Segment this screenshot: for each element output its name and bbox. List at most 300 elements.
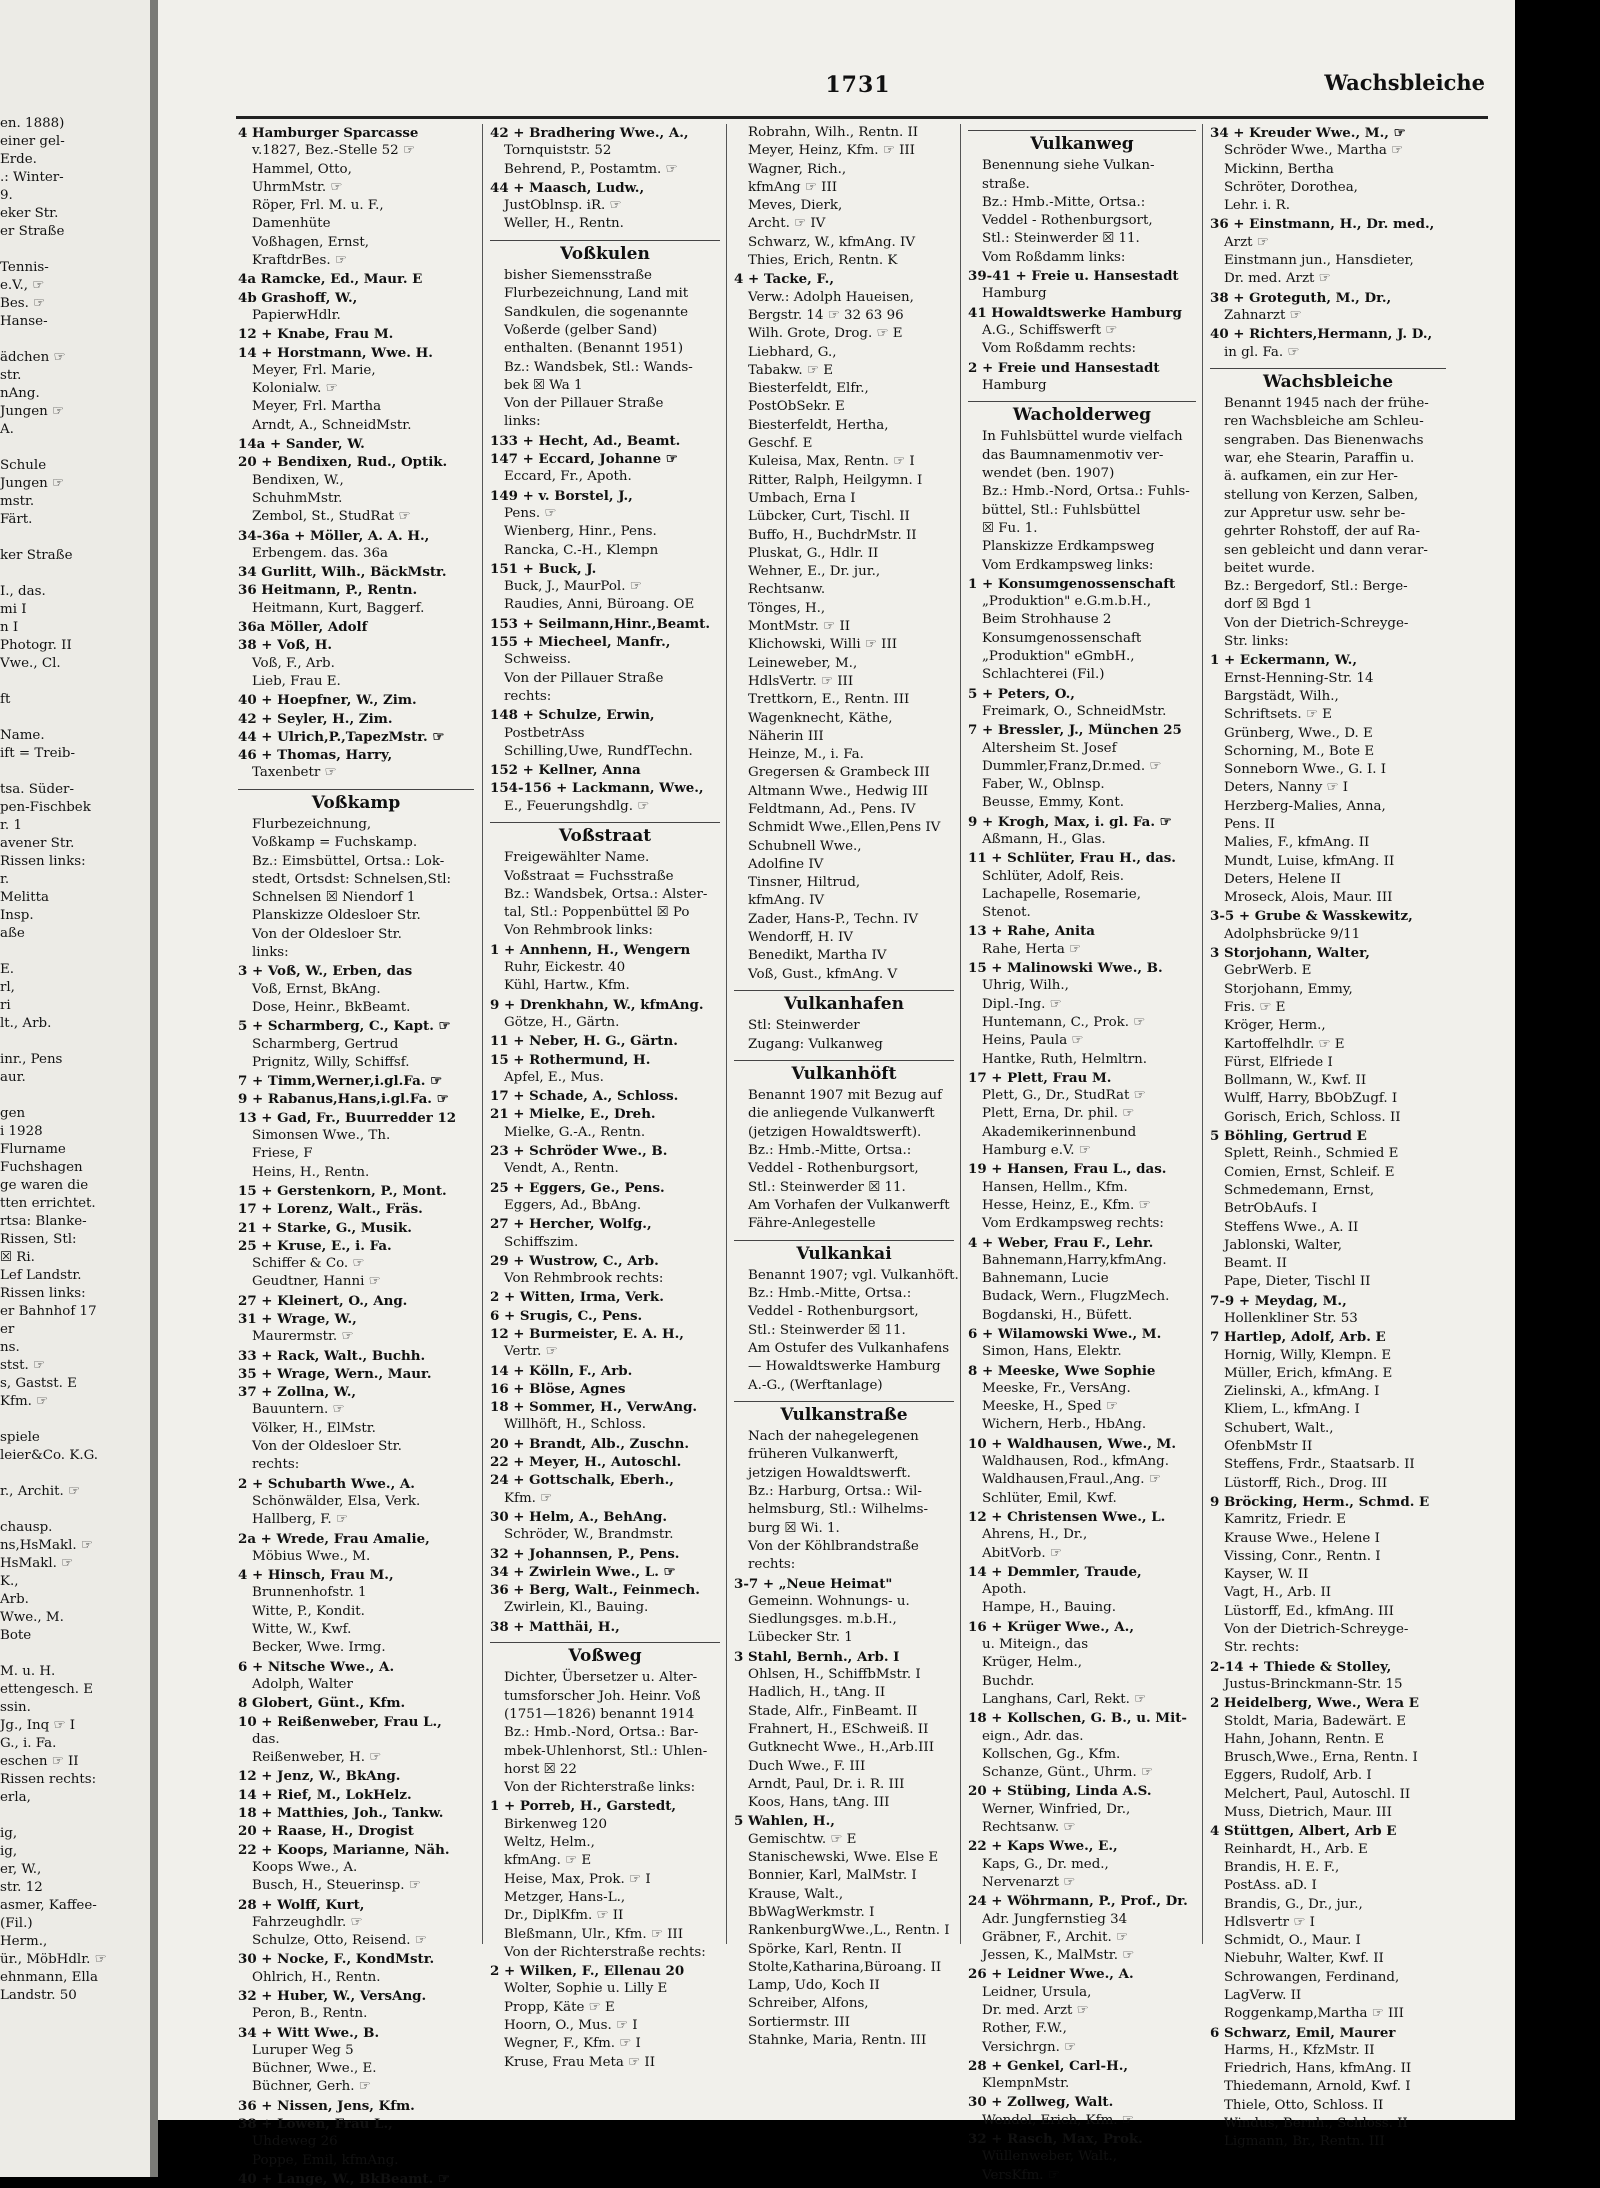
directory-entry: 17 + Schade, A., Schloss. (490, 1088, 679, 1105)
directory-entry: Bz.: Harburg, Ortsa.: Wil- (748, 1484, 922, 1500)
left-fragment-line: er, W., (0, 1862, 42, 1877)
directory-entry: Frahnert, H., ESchweiß. II (748, 1721, 929, 1737)
directory-entry: helmsburg, Stl.: Wilhelms- (748, 1502, 928, 1518)
directory-entry: Brusch,Wwe., Erna, Rentn. I (1224, 1750, 1418, 1766)
left-fragment-line: ri (0, 998, 11, 1013)
directory-entry: Raudies, Anni, Büroang. OE (504, 597, 695, 613)
directory-entry: Taxenbetr ☞ (252, 765, 337, 781)
directory-entry: rechts: (748, 1557, 796, 1573)
left-fragment-line: .: Winter- (0, 170, 64, 185)
directory-entry: 1 + Porreb, H., Garstedt, (490, 1798, 677, 1815)
directory-entry: Schmidt, O., Maur. I (1224, 1933, 1361, 1949)
directory-entry: Meeske, H., Sped ☞ (982, 1399, 1118, 1415)
directory-entry: 34-36a + Möller, A. A. H., (238, 527, 430, 544)
directory-entry: Heinze, M., i. Fa. (748, 747, 864, 763)
directory-entry: 4 Stüttgen, Albert, Arb E (1210, 1823, 1397, 1840)
directory-entry: Bz.: Wandsbek, Stl.: Wands- (504, 359, 693, 375)
directory-entry: 6 Schwarz, Emil, Maurer (1210, 2024, 1396, 2041)
directory-entry: die anliegende Vulkanwerft (748, 1106, 935, 1122)
directory-entry: 12 + Jenz, W., BkAng. (238, 1768, 401, 1785)
directory-entry: 4b Grashoff, W., (238, 289, 358, 306)
directory-entry: Siedlungsges. m.b.H., (748, 1612, 897, 1628)
directory-entry: Dipl.-Ing. ☞ (982, 996, 1062, 1012)
directory-entry: Schmidt Wwe.,Ellen,Pens IV (748, 820, 941, 836)
column-2 (490, 124, 720, 2072)
directory-entry: 2 + Wilken, F., Ellenau 20 (490, 1963, 685, 1980)
directory-entry: burg ☒ Wi. 1. (748, 1520, 840, 1536)
left-fragment-line: ädchen ☞ (0, 350, 66, 365)
directory-entry: Büchner, Gerh. ☞ (252, 2079, 371, 2095)
directory-entry: Uhdeweg 26 (252, 2134, 338, 2150)
directory-entry: Wendorff, H. IV (748, 930, 853, 946)
directory-entry: Melchert, Paul, Autoschl. II (1224, 1786, 1411, 1802)
directory-entry: 2 + Freie und Hansestadt (968, 359, 1160, 376)
directory-entry: zur Appretur usw. sehr be- (1224, 505, 1406, 521)
directory-entry: Eggers, Rudolf, Arb. I (1224, 1768, 1372, 1784)
directory-entry: Jessen, K., MalMstr. ☞ (982, 1948, 1135, 1964)
left-fragment-line: Flurname (0, 1142, 66, 1157)
left-fragment-line: Vwe., Cl. (0, 656, 61, 671)
directory-entry: stedt, Ortsdst: Schnelsen,Stl: (252, 871, 452, 887)
directory-entry: Faber, W., Oblnsp. (982, 777, 1105, 793)
directory-entry: Biesterfeldt, Elfr., (748, 381, 869, 397)
directory-entry: links: (504, 414, 541, 430)
directory-entry: Meyer, Frl. Marie, (252, 362, 376, 378)
directory-entry: Damenhüte (252, 216, 331, 232)
directory-entry: Kolonialw. ☞ (252, 381, 338, 397)
left-fragment-line: s, Gastst. E (0, 1376, 77, 1391)
left-fragment-line: aße (0, 926, 25, 941)
directory-entry: SchuhmMstr. (252, 490, 343, 506)
directory-entry: Kartoffelhdlr. ☞ E (1224, 1036, 1345, 1052)
directory-entry: Weller, H., Rentn. (504, 216, 624, 232)
directory-entry: Vissing, Conr., Rentn. I (1224, 1548, 1381, 1564)
directory-entry: Dose, Heinr., BkBeamt. (252, 999, 411, 1015)
directory-entry: Sandkulen, die sogenannte (504, 304, 689, 320)
directory-entry: Stl.: Steinwerder ☒ 11. (982, 231, 1140, 247)
directory-entry: Poppe, Emil, kfmAng. (252, 2152, 399, 2168)
directory-entry: sen gebleicht und dann verar- (1224, 542, 1428, 558)
directory-entry: Arndt, Paul, Dr. i. R. III (748, 1776, 905, 1792)
directory-entry: Kaps, G., Dr. med., (982, 1856, 1109, 1872)
directory-entry: VersKfm. ☞ (982, 2167, 1060, 2183)
directory-entry: Akademikerinnenbund (982, 1124, 1137, 1140)
directory-entry: 5 Wahlen, H., (734, 1813, 835, 1830)
directory-entry: Duch Wwe., F. III (748, 1758, 866, 1774)
directory-entry: GebrWerb. E (1224, 963, 1312, 979)
left-fragment-line: er (0, 1322, 15, 1337)
directory-entry: Langhans, Carl, Rekt. ☞ (982, 1691, 1147, 1707)
directory-entry: 14 + Rief, M., LokHelz. (238, 1786, 412, 1803)
directory-entry: Bz.: Hmb.-Mitte, Ortsa.: (982, 194, 1146, 210)
directory-entry: 42 + Seyler, H., Zim. (238, 710, 393, 727)
left-fragment-line (0, 943, 150, 961)
directory-entry: 46 + Thomas, Harry, (238, 747, 393, 764)
directory-entry: KraftdrBes. ☞ (252, 253, 347, 269)
directory-entry: 5 Böhling, Gertrud E (1210, 1128, 1367, 1145)
directory-entry: 36a Möller, Adolf (238, 619, 368, 636)
directory-entry: Scharmberg, Gertrud (252, 1036, 399, 1052)
left-fragment-line (0, 439, 150, 457)
directory-entry: Schlüter, Adolf, Reis. (982, 868, 1124, 884)
directory-entry: 19 + Hansen, Frau L., das. (968, 1161, 1167, 1178)
directory-entry: Rechtsanw. (748, 582, 826, 598)
directory-entry: (1751—1826) benannt 1914 (504, 1706, 695, 1722)
directory-entry: war, ehe Stearin, Paraffin u. (1224, 451, 1415, 467)
directory-entry: Wagenknecht, Käthe, (748, 710, 893, 726)
directory-entry: Witte, P., Kondit. (252, 1603, 365, 1619)
directory-entry: 39-41 + Freie u. Hansestadt (968, 268, 1179, 285)
directory-entry: Am Vorhafen der Vulkanwerft (748, 1197, 950, 1213)
directory-entry: 41 Howaldtswerke Hamburg (968, 304, 1182, 321)
directory-entry: horst ☒ 22 (504, 1761, 577, 1777)
directory-entry: Deters, Helene II (1224, 871, 1341, 887)
street-heading: Vulkanstraße (734, 1401, 954, 1424)
directory-entry: E., Feuerungshdlg. ☞ (504, 798, 650, 814)
directory-entry: 155 + Miecheel, Manfr., (490, 634, 671, 651)
directory-entry: Bz.: Bergedorf, Stl.: Berge- (1224, 579, 1408, 595)
directory-entry: LagVerw. II (1224, 1987, 1302, 2003)
directory-entry: 15 + Malinowski Wwe., B. (968, 960, 1163, 977)
directory-entry: Lüstorff, Ed., kfmAng. III (1224, 1603, 1394, 1619)
directory-entry: Dummler,Franz,Dr.med. ☞ (982, 758, 1162, 774)
directory-entry: Waldhausen, Rod., kfmAng. (982, 1454, 1169, 1470)
directory-entry: Sortiermstr. III (748, 2014, 850, 2030)
directory-entry: Planskizze Erdkampsweg (982, 539, 1155, 555)
directory-entry: 148 + Schulze, Erwin, (490, 707, 655, 724)
directory-entry: 22 + Kaps Wwe., E., (968, 1838, 1118, 1855)
directory-entry: Thiele, Otto, Schloss. II (1224, 2097, 1384, 2113)
directory-entry: Mielke, G.-A., Rentn. (504, 1124, 646, 1140)
left-fragment-line: eker Str. (0, 206, 59, 221)
directory-entry: Heins, Paula ☞ (982, 1033, 1084, 1049)
directory-entry: Zwirlein, Kl., Bauing. (504, 1600, 649, 1616)
left-fragment-line (0, 673, 150, 691)
left-fragment-line (0, 241, 150, 259)
directory-entry: Dichter, Übersetzer u. Alter- (504, 1670, 698, 1686)
directory-entry: Archt. ☞ IV (748, 216, 826, 232)
left-fragment-line: leier&Co. K.G. (0, 1448, 99, 1463)
left-fragment-line: mstr. (0, 494, 35, 509)
directory-entry: 17 + Lorenz, Walt., Fräs. (238, 1201, 423, 1218)
directory-entry: Von der Richterstraße rechts: (504, 1944, 706, 1960)
directory-entry: Ohlsen, H., SchiffbMstr. I (748, 1667, 921, 1683)
directory-entry: Von Rehmbrook links: (504, 923, 653, 939)
left-fragment-line: rtsa: Blanke- (0, 1214, 87, 1229)
directory-entry: Schmedemann, Ernst, (1224, 1182, 1375, 1198)
left-fragment-line: tten errichtet. (0, 1196, 96, 1211)
directory-entry: Voßhagen, Ernst, (252, 234, 369, 250)
directory-entry: 20 + Brandt, Alb., Zuschn. (490, 1435, 689, 1452)
directory-entry: Bahnemann,Harry,kfmAng. (982, 1252, 1167, 1268)
left-fragment-line: Arb. (0, 1592, 29, 1607)
directory-entry: Ohlrich, H., Rentn. (252, 1969, 381, 1985)
directory-entry: 22 + Meyer, H., Autoschl. (490, 1454, 682, 1471)
directory-entry: Erbengem. das. 36a (252, 545, 388, 561)
directory-entry: Von der Dietrich-Schreyge- (1224, 1622, 1409, 1638)
directory-entry: Behrend, P., Postamtm. ☞ (504, 161, 678, 177)
directory-entry: Bonnier, Karl, MalMstr. I (748, 1868, 917, 1884)
directory-entry: 2-14 + Thiede & Stolley, (1210, 1658, 1392, 1675)
directory-entry: Am Ostufer des Vulkanhafens (748, 1341, 950, 1356)
directory-entry: Schwarz, W., kfmAng. IV (748, 234, 916, 250)
directory-entry: 21 + Starke, G., Musik. (238, 1219, 412, 1236)
directory-entry: 6 + Srugis, C., Pens. (490, 1307, 643, 1324)
directory-entry: mbek-Uhlenhorst, Stl.: Uhlen- (504, 1743, 708, 1759)
directory-entry: Deters, Nanny ☞ I (1224, 780, 1349, 796)
directory-entry: Vendt, A., Rentn. (504, 1161, 619, 1177)
directory-entry: PostObSekr. E (748, 399, 845, 415)
left-fragment-line: gen (0, 1106, 26, 1121)
directory-entry: OfenbMstr II (1224, 1439, 1313, 1455)
directory-entry: Niebuhr, Walter, Kwf. II (1224, 1951, 1384, 1967)
directory-entry: Storjohann, Emmy, (1224, 981, 1353, 997)
directory-entry: Bollmann, W., Kwf. II (1224, 1073, 1367, 1089)
directory-entry: Beusse, Emmy, Kont. (982, 795, 1125, 811)
directory-entry: Von der Pillauer Straße (504, 396, 664, 412)
left-fragment-line: I., das. (0, 584, 46, 599)
directory-entry: kfmAng ☞ III (748, 179, 838, 195)
left-fragment-line (0, 763, 150, 781)
directory-entry: Hansen, Hellm., Kfm. (982, 1179, 1128, 1195)
directory-entry: 3 Stahl, Bernh., Arb. I (734, 1648, 900, 1665)
left-fragment-line: er Bahnhof 17 (0, 1304, 97, 1319)
directory-entry: 9 + Drenkhahn, W., kfmAng. (490, 996, 704, 1013)
directory-entry: Wagner, Rich., (748, 161, 847, 177)
directory-entry: Friese, F (252, 1146, 313, 1162)
directory-entry: Adolphsbrücke 9/11 (1224, 926, 1361, 942)
directory-entry: Einstmann jun., Hansdieter, (1224, 253, 1414, 269)
directory-entry: 40 + Lange, W., BkBeamt. ☞ (238, 2170, 450, 2187)
directory-entry: u. Miteign., das (982, 1637, 1089, 1653)
header-rule (236, 116, 1488, 119)
directory-entry: Müller, Erich, kfmAng. E (1224, 1365, 1393, 1381)
directory-entry: Vagt, H., Arb. II (1224, 1585, 1332, 1601)
directory-entry: Stl.: Steinwerder ☒ 11. (748, 1179, 906, 1195)
directory-entry: Kfm. ☞ (504, 1490, 553, 1506)
directory-entry: Versichrgn. ☞ (982, 2039, 1077, 2055)
street-heading: Vulkankai (734, 1240, 954, 1263)
directory-entry: 14 + Kölln, F., Arb. (490, 1362, 633, 1379)
directory-entry: Krause Wwe., Helene I (1224, 1530, 1380, 1546)
directory-entry: 11 + Schlüter, Frau H., das. (968, 850, 1176, 867)
directory-entry: Hdlsvertr ☞ I (1224, 1914, 1315, 1930)
directory-entry: tal, Stl.: Poppenbüttel ☒ Po (504, 905, 690, 921)
directory-entry: Hahn, Johann, Rentn. E (1224, 1731, 1385, 1747)
directory-entry: Ligmann, Br., Rentn. III (1224, 2134, 1385, 2150)
street-heading: Voßkamp (238, 789, 474, 812)
directory-entry: Von der Pillauer Straße (504, 670, 664, 686)
left-fragment-line: Bote (0, 1628, 32, 1643)
directory-entry: 18 + Matthies, Joh., Tankw. (238, 1805, 444, 1822)
left-fragment-line: Färt. (0, 512, 33, 527)
directory-entry: BetrObAufs. I (1224, 1201, 1318, 1217)
directory-entry: Uhrig, Wilh., (982, 978, 1069, 994)
directory-entry: Lübecker Str. 1 (748, 1630, 853, 1646)
directory-entry: Bahnemann, Lucie (982, 1271, 1109, 1287)
left-fragment-line: Rissen links: (0, 1286, 86, 1301)
directory-entry: Kruse, Frau Meta ☞ II (504, 2054, 655, 2070)
directory-entry: Ruhr, Eickestr. 40 (504, 960, 626, 976)
directory-entry: Fürst, Elfriede I (1224, 1054, 1333, 1070)
directory-entry: Jablonski, Walter, (1224, 1237, 1343, 1253)
directory-entry: Schröder, W., Brandmstr. (504, 1527, 674, 1543)
directory-entry: Wüllenweber, Walt., (982, 2149, 1118, 2165)
directory-entry: Kliem, L., kfmAng. I (1224, 1402, 1360, 1418)
directory-entry: Wegner, F., Kfm. ☞ I (504, 2036, 641, 2052)
left-fragment-line: ettengesch. E (0, 1682, 94, 1697)
directory-entry: Waldhausen,Fraul.,Ang. ☞ (982, 1472, 1161, 1488)
directory-entry: Apoth. (982, 1582, 1027, 1598)
directory-entry: Kamritz, Friedr. E (1224, 1512, 1347, 1528)
directory-entry: Vom Erdkampsweg rechts: (982, 1216, 1164, 1232)
directory-entry: 9 Bröcking, Herm., Schmd. E (1210, 1493, 1430, 1510)
directory-entry: 24 + Wöhrmann, P., Prof., Dr. (968, 1893, 1188, 1910)
directory-entry: Feldtmann, Ad., Pens. IV (748, 801, 916, 817)
directory-entry: 133 + Hecht, Ad., Beamt. (490, 432, 681, 449)
directory-entry: Adolfine IV (748, 856, 824, 872)
directory-entry: 31 + Wrage, W., (238, 1311, 357, 1327)
directory-entry: Hammel, Otto, (252, 161, 352, 177)
left-fragment-line: erla, (0, 1790, 31, 1805)
directory-entry: Klichowski, Willi ☞ III (748, 637, 898, 653)
directory-entry: rechts: (504, 688, 552, 704)
directory-entry: Wendel, Erich, Kfm. ☞ (982, 2112, 1134, 2128)
directory-entry: kfmAng. ☞ E (504, 1853, 592, 1869)
directory-entry: PapierwHdlr. (252, 307, 341, 323)
directory-entry: Bergstr. 14 ☞ 32 63 96 (748, 307, 904, 323)
directory-entry: Heins, H., Rentn. (252, 1164, 370, 1180)
directory-entry: Gemeinn. Wohnungs- u. (748, 1593, 910, 1609)
directory-entry: Schlüter, Emil, Kwf. (982, 1490, 1117, 1506)
directory-entry: Hamburg (982, 377, 1047, 393)
directory-entry: Schiffszim. (504, 1234, 579, 1250)
left-fragment-line: r., Archit. ☞ (0, 1484, 81, 1499)
directory-entry: Freimark, O., SchneidMstr. (982, 703, 1167, 719)
directory-entry: 32 + Huber, W., VersAng. (238, 1987, 427, 2004)
directory-entry: 30 + Zollweg, Walt. (968, 2094, 1114, 2111)
directory-entry: Benedikt, Martha IV (748, 948, 887, 964)
directory-entry: ren Wachsbleiche am Schleu- (1224, 414, 1424, 430)
directory-entry: Brunnenhofstr. 1 (252, 1585, 367, 1601)
directory-entry: Schweiss. (504, 652, 571, 668)
directory-entry: Prignitz, Willy, Schiffsf. (252, 1054, 410, 1070)
directory-entry: Lachapelle, Rosemarie, (982, 886, 1141, 902)
directory-entry: Zugang: Vulkanweg (748, 1036, 883, 1052)
directory-entry: Adr. Jungfernstieg 34 (982, 1911, 1128, 1927)
directory-entry: 10 + Waldhausen, Wwe., M. (968, 1435, 1176, 1452)
column-5 (1210, 124, 1446, 2152)
directory-entry: Schröder Wwe., Martha ☞ (1224, 143, 1404, 159)
directory-entry: 2 Heidelberg, Wwe., Wera E (1210, 1695, 1419, 1712)
directory-entry: Vom Roßdamm rechts: (982, 341, 1136, 357)
directory-entry: KlempnMstr. (982, 2076, 1070, 2092)
directory-entry: Simon, Hans, Elektr. (982, 1344, 1122, 1360)
directory-entry: in gl. Fa. ☞ (1224, 344, 1300, 360)
directory-entry: Rechtsanw. ☞ (982, 1820, 1076, 1836)
directory-entry: 11 + Neber, H. G., Gärtn. (490, 1033, 678, 1050)
directory-entry: Kollschen, Gg., Kfm. (982, 1746, 1121, 1762)
directory-entry: A.-G., (Werftanlage) (748, 1377, 883, 1393)
directory-entry: büttel, Stl.: Fuhlsbüttel (982, 502, 1141, 518)
directory-page (158, 0, 1515, 2187)
directory-entry: Benannt 1945 nach der frühe- (1224, 396, 1429, 412)
left-fragment-line (0, 1501, 150, 1519)
directory-entry: 20 + Raase, H., Drogist (238, 1823, 414, 1840)
directory-entry: straße. (982, 176, 1030, 192)
directory-entry: Maurermstr. ☞ (252, 1329, 354, 1345)
street-heading: Wachsbleiche (1210, 368, 1446, 391)
directory-entry: 42 + Bradhering Wwe., A., (490, 125, 689, 141)
directory-entry: 154-156 + Lackmann, Wwe., (490, 780, 704, 797)
directory-entry: 28 + Wolff, Kurt, (238, 1896, 365, 1913)
directory-entry: PostAss. aD. I (1224, 1878, 1317, 1894)
directory-entry: 28 + Genkel, Carl-H., (968, 2057, 1129, 2074)
directory-entry: Wienberg, Hinr., Pens. (504, 524, 657, 540)
directory-entry: Stade, Alfr., FinBeamt. II (748, 1703, 918, 1719)
directory-entry: Zader, Hans-P., Techn. IV (748, 911, 919, 927)
directory-entry: 9 + Krogh, Max, i. gl. Fa. ☞ (968, 813, 1172, 830)
directory-entry: MontMstr. ☞ II (748, 619, 851, 635)
street-heading: Voßkulen (490, 240, 720, 263)
directory-entry: Witte, W., Kwf. (252, 1622, 352, 1638)
directory-entry: Propp, Käte ☞ E (504, 1999, 615, 2015)
directory-entry: 30 + Helm, A., BehAng. (490, 1508, 668, 1525)
directory-entry: Bz.: Hmb.-Mitte, Ortsa.: (748, 1143, 912, 1159)
directory-entry: „Produktion" eGmbH., (982, 649, 1135, 665)
street-heading: Vulkanhöft (734, 1060, 954, 1083)
directory-entry: Meeske, Fr., VersAng. (982, 1380, 1131, 1396)
directory-entry: Schilling,Uwe, RundfTechn. (504, 743, 693, 759)
directory-entry: 6 + Nitsche Wwe., A. (238, 1658, 395, 1675)
directory-entry: Hamburg (982, 286, 1047, 302)
directory-entry: Voßstraat = Fuchsstraße (504, 868, 674, 884)
directory-entry: Lübcker, Curt, Tischl. II (748, 509, 910, 525)
directory-entry: 3 + Voß, W., Erben, das (238, 963, 413, 980)
left-fragment-line: K., (0, 1574, 19, 1589)
directory-entry: Krüger, Helm., (982, 1655, 1083, 1671)
directory-entry: Kühl, Hartw., Kfm. (504, 978, 630, 994)
directory-entry: Tönges, H., (748, 600, 826, 616)
directory-entry: Bleßmann, Ulr., Kfm. ☞ III (504, 1926, 684, 1942)
directory-entry: Schreiber, Alfons, (748, 1996, 869, 2012)
column-1 (238, 124, 474, 2188)
street-heading: Vulkanweg (968, 130, 1196, 153)
left-fragment-line: E. (0, 962, 15, 977)
left-fragment-line: eschen ☞ II (0, 1754, 79, 1769)
directory-entry: Schnelsen ☒ Niendorf 1 (252, 890, 416, 906)
directory-entry: bisher Siemensstraße (504, 268, 652, 284)
directory-entry: Wolter, Sophie u. Lilly E (504, 1981, 668, 1997)
directory-entry: Schlachterei (Fil.) (982, 667, 1105, 683)
left-fragment-line: Photogr. II (0, 638, 72, 653)
column-divider (960, 124, 961, 1944)
directory-entry: Schönwälder, Elsa, Verk. (252, 1493, 421, 1509)
directory-entry: HdlsVertr. ☞ III (748, 673, 854, 689)
directory-entry: Bz.: Eimsbüttel, Ortsa.: Lok- (252, 853, 445, 869)
left-fragment-line: spiele (0, 1430, 40, 1445)
directory-entry: Str. rechts: (1224, 1640, 1300, 1656)
directory-entry: Apfel, E., Mus. (504, 1069, 604, 1085)
directory-entry: Brandis, G., Dr., jur., (1224, 1896, 1363, 1912)
directory-entry: Str. links: (1224, 634, 1289, 650)
directory-entry: Benennung siehe Vulkan- (982, 158, 1155, 174)
directory-entry: Dr., DiplKfm. ☞ II (504, 1908, 624, 1924)
directory-entry: 36 + Einstmann, H., Dr. med., (1210, 216, 1435, 233)
directory-entry: Wulff, Harry, BbObZugf. I (1224, 1091, 1398, 1107)
running-headword: Wachsbleiche (1324, 70, 1485, 95)
directory-entry: Muss, Dietrich, Maur. III (1224, 1805, 1392, 1821)
